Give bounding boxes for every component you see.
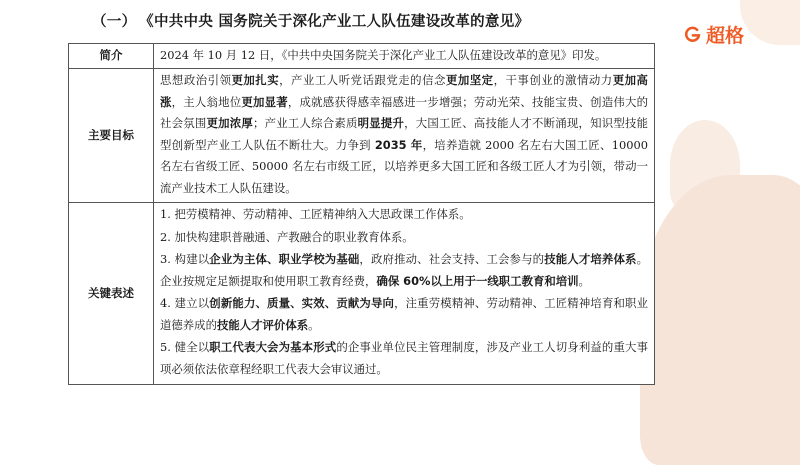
text-run: ，大国工匠、高技能人才不断涌现，知识型技能型创新型产业工人队伍不断壮大。力争到 xyxy=(160,116,648,152)
key-point-item xyxy=(160,293,648,336)
text-run: 。 xyxy=(308,317,320,332)
text-run: 1. 把劳模精神、劳动精神、工匠精神纳入大思政课工作体系。 xyxy=(160,207,471,221)
bold-text: 明显提升 xyxy=(357,116,405,130)
bold-text: 更加坚定 xyxy=(445,73,494,87)
bold-text: 技能人才培养体系 xyxy=(544,252,637,266)
table-row-key-points xyxy=(69,203,655,385)
row-label-intro: 简介 xyxy=(69,44,154,69)
corner-decoration xyxy=(740,0,800,45)
intro-text xyxy=(160,45,648,65)
bold-text: 更加浓厚 xyxy=(206,116,253,130)
bold-text: 更加显著 xyxy=(241,94,288,109)
key-point-item xyxy=(160,249,648,292)
policy-table xyxy=(68,43,655,385)
key-point-item xyxy=(160,337,648,380)
bold-text: 确保 60%以上用于一线职工教育和培训 xyxy=(376,273,579,288)
text-run: ，主人翁地位 xyxy=(171,94,242,109)
goals-text xyxy=(160,70,648,199)
text-run: 的企事业单位民主管理制度，涉及产业工人切身利益的重大事项必须依法依章程经职工代表大会审议通过。 xyxy=(160,340,648,376)
bold-text: 更加扎实 xyxy=(231,73,280,87)
text-run: 5. 健全以 xyxy=(160,340,210,354)
bold-text: 2035 年 xyxy=(374,137,423,152)
table-row-goals xyxy=(69,69,655,203)
text-run: 2024 年 10 月 12 日，《中共中央国务院关于深化产业工人队伍建设改革的意见》印发。 xyxy=(160,48,607,62)
section-title: 《中共中央 国务院关于深化产业工人队伍建设改革的意见》 xyxy=(146,13,530,30)
section-number: （一） xyxy=(92,13,137,30)
bold-text: 创新能力、质量、实效、贡献为导向 xyxy=(209,296,395,310)
row-label-key-points: 关键表述 xyxy=(69,203,154,385)
background-decoration xyxy=(640,175,800,465)
bold-text: 企业为主体、职业学校为基础 xyxy=(209,252,360,266)
key-point-item xyxy=(160,227,648,249)
text-run: 思想政治引领 xyxy=(160,73,232,87)
text-run: 2. 加快构建职普融通、产教融合的职业教育体系。 xyxy=(160,229,414,244)
bold-text: 职工代表大会为基本形式 xyxy=(209,340,337,354)
bold-text: 技能人才评价体系 xyxy=(216,317,309,332)
text-run: 4. 建立以 xyxy=(160,296,210,310)
text-run: ；产业工人综合素质 xyxy=(253,116,358,130)
row-content-goals xyxy=(154,69,655,203)
text-run: ，成就感获得感幸福感进一步增强；劳动光荣、技能宝贵、创造伟大的社会氛围 xyxy=(160,94,648,130)
text-run: ，培养造就 2000 名左右大国工匠、10000 名左右省级工匠、50000 名左右市级工匠，以培养更多大国工匠和各级工匠人才为引领，带动一流产业技术工人队伍建设。 xyxy=(160,137,649,195)
row-label-goals: 主要目标 xyxy=(69,69,154,203)
brand-name: 超格 xyxy=(706,25,745,47)
table-row-intro xyxy=(69,44,655,69)
section-heading xyxy=(92,10,529,31)
text-run: ，干事创业的激情动力 xyxy=(493,73,613,87)
text-run: 3. 构建以 xyxy=(160,252,210,266)
key-point-item xyxy=(160,204,648,226)
brand-logo xyxy=(684,21,744,48)
row-content-key-points xyxy=(154,203,655,385)
chaoge-logo-icon xyxy=(684,26,701,43)
text-run: 。企业按规定足额提取和使用职工教育经费， xyxy=(160,252,648,288)
text-run: ，注重劳模精神、劳动精神、工匠精神培育和职业道德养成的 xyxy=(160,296,648,332)
text-run: 。 xyxy=(578,273,590,288)
bold-text: 更加高涨 xyxy=(160,73,648,109)
text-run: ，产业工人听党话跟党走的信念 xyxy=(279,73,446,87)
text-run: ，政府推动、社会支持、工会参与的 xyxy=(359,252,545,266)
row-content-intro xyxy=(154,44,655,69)
